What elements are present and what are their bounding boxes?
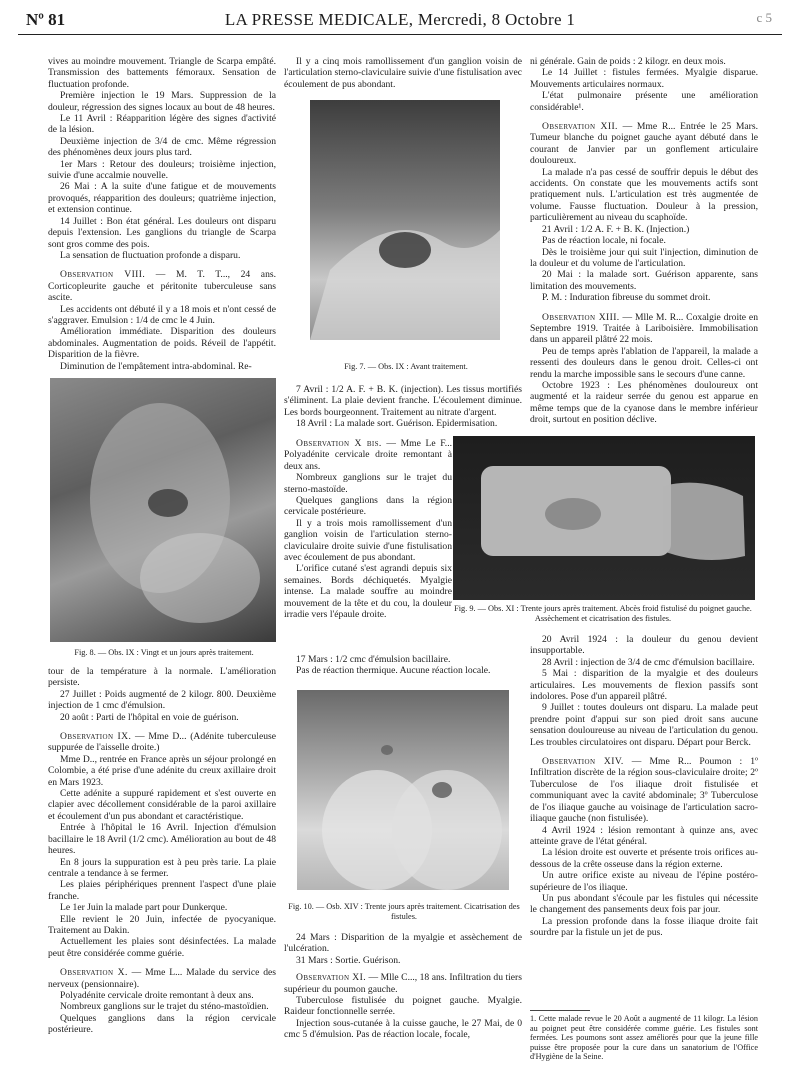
paragraph: Première injection le 19 Mars. Suppression de la douleur, régression des signes locaux au bout de 48 heures. (48, 90, 276, 113)
paragraph: P. M. : Induration fibreuse du sommet droit. (542, 292, 711, 304)
paragraph: 14 Juillet : Bon état général. Les douleurs ont disparu depuis l'extension. Les ganglions du triangle de Scarpa sont gros comme des pois. (48, 215, 276, 250)
paragraph: 26 Mai : A la suite d'une fatigue et de mouvements provoqués, réapparition des douleurs; quatrième injection, et extension continue. (48, 181, 276, 216)
paragraph: 24 Mars : Disparition de la myalgie et assèchement de l'ulcération. (284, 932, 522, 955)
paragraph: Un pus abondant s'écoule par les fistules qui nécessite le changement des pansements deux fois par jour. (530, 892, 758, 916)
observation-heading: Observation XIII. — Mlle M. R... Coxalgie droite en Septembre 1919. Traitée à Lariboisière. Immobilisation dans un appareil plâtré 22 mois. (530, 311, 758, 346)
footnote-rule (530, 1010, 590, 1011)
paragraph: Les plaies périphériques prennent l'aspect d'une plaie franche. (48, 879, 276, 902)
paragraph: La sensation de fluctuation profonde a disparu. (60, 249, 241, 261)
fig8-image (50, 378, 276, 642)
paragraph: La lésion droite est ouverte et présente trois orifices au-dessous de la crête osseuse dans la région externe. (530, 847, 758, 870)
paragraph: 20 Avril 1924 : la douleur du genou devient insupportable. (530, 634, 758, 657)
paragraph: tour de la température à la normale. L'amélioration persiste. (48, 666, 276, 689)
fig7-image (310, 100, 500, 340)
fig9-image (453, 436, 755, 600)
paragraph: 20 août : Parti de l'hôpital en voie de guérison. (60, 711, 239, 723)
paragraph: Les accidents ont débuté il y a 18 mois et n'ont cessé de s'aggraver. Emulsion : 1/4 de cmc le 4 Juin. (48, 303, 276, 326)
paragraph: L'orifice cutané s'est agrandi depuis six semaines. Bords déchiquetés. Myalgie intense. La malade souffre au moindre mouvement de la tête et du cou, la douleur irradie vers l'épaule droite. (284, 563, 452, 621)
observation-heading: Observation VIII. — M. T. T..., 24 ans. Corticopleurite gauche et péritonite tuberculeuse sans ascite. (48, 269, 276, 304)
paragraph: Quelques ganglions dans la région cervicale postérieure. (48, 1012, 276, 1036)
observation-heading: Observation X bis. — Mme Le F... Polyadénite cervicale droite remontant à deux ans. (284, 438, 452, 472)
fig7-photo (310, 100, 500, 340)
paragraph: Pas de réaction thermique. Aucune réaction locale. (296, 665, 491, 677)
paragraph: Peu de temps après l'ablation de l'appareil, la malade a ressenti des douleurs dans le genou droit. Celles-ci ont rendu la marche impossible sans le secours d'une canne. (530, 345, 758, 380)
paragraph: 1er Mars : Retour des douleurs; troisième injection, suivie d'une accalmie nouvelle. (48, 158, 276, 182)
paragraph: 31 Mars : Sortie. Guérison. (296, 954, 401, 966)
left-column-bottom (48, 666, 276, 1036)
fig8-photo (50, 378, 276, 642)
paragraph: Pas de réaction locale, ni focale. (542, 235, 666, 247)
observation-heading: Observation XII. — Mme R... Entrée le 25 Mars. Tumeur blanche du poignet gauche ayant débuté dans le courant de Janvier par un gonflement articulaire douloureux. (530, 121, 758, 167)
paragraph: Mme D.., rentrée en France après un séjour prolongé en Colombie, a été prise d'une adénite du creux axillaire droit en Mars 1923. (48, 753, 276, 788)
paragraph: 21 Avril : 1/2 A. F. + B. K. (Injection.) (542, 223, 690, 235)
paragraph: 7 Avril : 1/2 A. F. + B. K. (injection). Les tissus mortifiés s'éliminent. La plaie devient franche. L'écoulement diminue. Les bords bourgeonnent. Traitement au nitrate d'argent. (284, 384, 522, 418)
paragraph: Nombreux ganglions sur le trajet du sterno-mastoïde. (284, 472, 452, 495)
middle-column-obs10bis (284, 436, 452, 621)
paragraph: vives au moindre mouvement. Triangle de Scarpa empâté. Transmission des battements fémoraux. Sensation de fluctuation profonde. (48, 56, 276, 90)
paragraph: Le 11 Avril : Réapparition légère des signes d'activité de la lésion. (48, 113, 276, 136)
paragraph: Quelques ganglions dans la région cervicale postérieure. (284, 495, 452, 518)
observation-heading: Observation IX. — Mme D... (Adénite tuberculeuse suppurée de l'aisselle droite.) (48, 731, 276, 754)
fig9-photo (453, 436, 755, 600)
paragraph: En 8 jours la suppuration est à peu près tarie. La plaie centrale a tendance à se fermer. (48, 856, 276, 879)
paragraph: 9 Juillet : toutes douleurs ont disparu. La malade peut prendre point d'appui sur son pied droit sans aucune sensation douloureuse au niveau de l'articulation du genou. Les troubles circulatoires ont disparu. Départ pour Berck. (530, 702, 758, 748)
middle-column-top (284, 56, 522, 90)
paragraph: Il y a trois mois ramollissement d'un ganglion voisin de l'articulation sterno-claviculaire droite suivie d'une fistulisation avec écoulement de pus abondant. (284, 517, 452, 564)
middle-column-mid (284, 384, 522, 430)
journal-title: LA PRESSE MEDICALE, Mercredi, 8 Octobre 1 (224, 10, 576, 29)
issue-number: Nº 81 (26, 10, 66, 29)
paragraph: Le 14 Juillet : fistules fermées. Myalgie disparue. Mouvements articulaires normaux. (530, 67, 758, 90)
paragraph: 28 Avril : injection de 3/4 de cmc d'émulsion bacillaire. (542, 656, 755, 668)
observation-heading: Observation X. — Mme L... Malade du service des nerveux (pensionnaire). (48, 967, 276, 990)
paragraph: Tuberculose fistulisée du poignet gauche. Myalgie. Raideur fonctionnelle serrée. (284, 995, 522, 1018)
page-mark: c 5 (756, 10, 772, 25)
paragraph: Le 1er Juin la malade part pour Dunkerque. (60, 902, 228, 914)
paragraph: Un autre orifice existe au niveau de l'épine postéro-supérieure de l'os iliaque. (530, 870, 758, 893)
right-column-top (530, 56, 758, 426)
middle-column-obs10bis-end (284, 654, 522, 677)
paragraph: 5 Mai : disparition de la myalgie et des douleurs articulaires. Les mouvements de flexion passifs sont indolores. Pose d'un appareil plâtré. (530, 668, 758, 703)
fig7-caption: Fig. 7. — Obs. IX : Avant traitement. (344, 362, 468, 371)
fig10-caption: Fig. 10. — Osb. XIV : Trente jours après traitement. Cicatrisation des fistules. (288, 902, 520, 921)
paragraph: Entrée à l'hôpital le 16 Avril. Injection d'émulsion bacillaire le 18 Avril (1/2 cmc). Amélioration au bout de 48 heures. (48, 822, 276, 857)
observation-heading: Observation XI. — Mlle C..., 18 ans. Infiltration du tiers supérieur du poumon gauche. (284, 972, 522, 995)
fig10-image (297, 690, 509, 890)
paragraph: Deuxième injection de 3/4 de cmc. Même régression des phénomènes deux jours plus tard. (48, 135, 276, 159)
fig8-caption: Fig. 8. — Obs. IX : Vingt et un jours après traitement. (74, 648, 254, 657)
paragraph: L'état pulmonaire présente une amélioration considérable¹. (530, 90, 758, 113)
paragraph: 27 Juillet : Poids augmenté de 2 kilogr. 800. Deuxième injection de 1 cmc d'émulsion. (48, 688, 276, 712)
paragraph: ni générale. Gain de poids : 2 kilogr. en deux mois. (530, 56, 726, 67)
paragraph: Amélioration immédiate. Disparition des douleurs abdominales. Augmentation de poids. Réveil de l'appétit. Disparition de la fièvre. (48, 326, 276, 361)
paragraph: Actuellement les plaies sont désinfectées. La malade peut être considérée comme guérie. (48, 936, 276, 959)
paragraph: Injection sous-cutanée à la cuisse gauche, le 27 Mai, de 0 cmc 5 d'émulsion. Pas de réaction locale, focale, (284, 1017, 522, 1041)
paragraph: Elle revient le 20 Juin, infectée de pyocyanique. Traitement au Dakin. (48, 913, 276, 936)
paragraph: La pression profonde dans la fosse iliaque droite fait sourdre par la fistule un jet de pus. (530, 915, 758, 939)
paragraph: Il y a cinq mois ramollissement d'un ganglion voisin de l'articulation sterno-claviculaire suivie d'une fistulisation avec écoulement de pus abondant. (284, 56, 522, 90)
paragraph: Cette adénite a suppuré rapidement et s'est ouverte en clapier avec décollement considérable de la paroi axillaire et écoulement d'un pus abondant et caractéristique. (48, 788, 276, 822)
paragraph: 4 Avril 1924 : lésion remontant à quinze ans, avec atteinte grave de l'état général. (530, 824, 758, 847)
right-column-bottom (530, 634, 758, 939)
fig10-photo (297, 690, 509, 890)
fig9-caption: Fig. 9. — Obs. XI : Trente jours après traitement. Abcès froid fistulisé du poignet gauche. Assèchement et cicatrisation des fistules. (454, 604, 752, 623)
paragraph: Polyadénite cervicale droite remontant à deux ans. (60, 989, 254, 1001)
paragraph: Dès le troisième jour qui suit l'injection, diminution de la douleur et du volume de l'articulation. (530, 246, 758, 269)
observation-heading: Observation XIV. — Mme R... Poumon : 1º Infiltration discrète de la région sous-claviculaire droite; 2º Tuberculose de l'os iliaque droit fistulisée et communiquant avec la cavité abdominale; 3º Tuberculose de l'os iliaque gauche au voisinage de l'articulation sacro-iliaque gauche (non fistulisée). (530, 756, 758, 825)
paragraph: Octobre 1923 : Les phénomènes douloureux ont augmenté et la raideur serrée du genou est apparue en même temps que de la cyanose dans le membre inférieur droit, surtout en position déclive. (530, 379, 758, 426)
paragraph: Diminution de l'empâtement intra-abdominal. Re- (60, 360, 252, 372)
paragraph: La malade n'a pas cessé de souffrir depuis le début des accidents. On constate que les mouvements actifs sont pratiquement nuls. L'articulation est très augmentée de volume. Fausse fluctuation. Douleur à la pression, particulièrement au niveau du scaphoïde. (530, 166, 758, 224)
middle-column-bottom (284, 932, 522, 1041)
paragraph: 18 Avril : La malade sort. Guérison. Epidermisation. (296, 418, 498, 430)
page-header (18, 6, 782, 32)
footnote: 1. Cette malade revue le 20 Août a augmenté de 11 kilogr. La lésion au poignet peut être considérée comme guérie. Les fistules sont fermées. Les poumons sont assez améliorés pour que la jeune fille puisse être proposée pour la cure dans un sanatorium de l'Office d'Hygiène de la Seine. (530, 1014, 758, 1062)
paragraph: Nombreux ganglions sur le trajet du sténo-mastoïdien. (60, 1001, 269, 1013)
paragraph: 17 Mars : 1/2 cmc d'émulsion bacillaire. (296, 654, 451, 665)
header-rule (18, 34, 782, 35)
left-column-top (48, 56, 276, 372)
paragraph: 20 Mai : la malade sort. Guérison apparente, sans limitation des mouvements. (530, 269, 758, 292)
